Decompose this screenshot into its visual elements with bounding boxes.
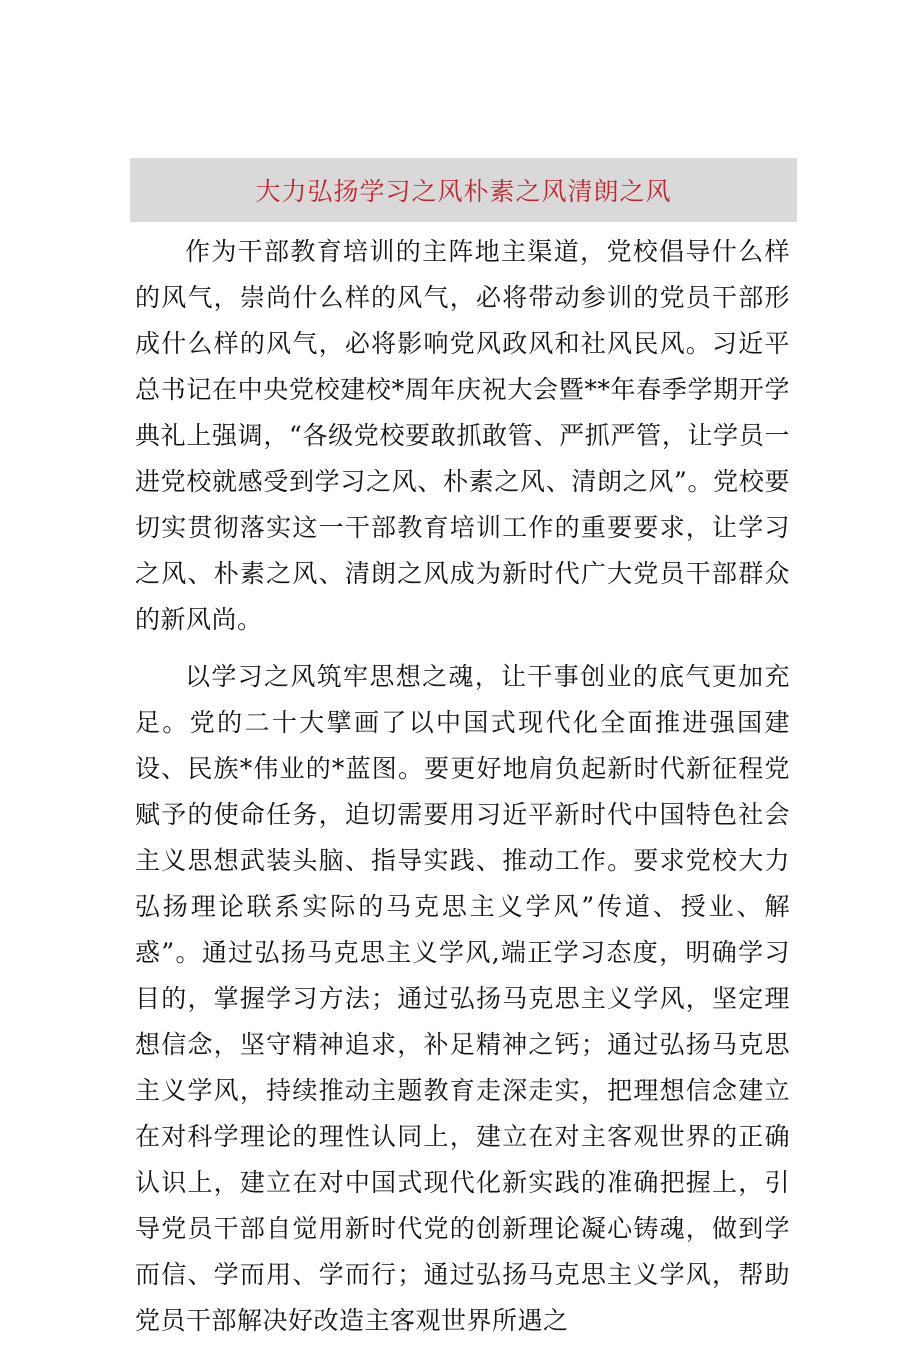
- paragraph-2: 以学习之风筑牢思想之魂，让干事创业的底气更加充足。党的二十大擘画了以中国式现代化全面推进强国建设、民族*伟业的*蓝图。要更好地肩负起新时代新征程党赋予的使命任务，迫切需要用习近平新时代中国特色社会主义思想武装头脑、指导实践、推动工作。要求党校大力弘扬理论联系实际的马克思主义学风”传道、授业、解惑”。通过弘扬马克思主义学风,端正学习态度，明确学习目的，掌握学习方法；通过弘扬马克思主义学风，坚定理想信念，坚守精神追求，补足精神之钙；通过弘扬马克思主义学风，持续推动主题教育走深走实，把理想信念建立在对科学理论的理性认同上，建立在对主客观世界的正确认识上，建立在对中国式现代化新实践的准确把握上，引导党员干部自觉用新时代党的创新理论凝心铸魂，做到学而信、学而用、学而行；通过弘扬马克思主义学风，帮助党员干部解决好改造主客观世界所遇之: [135, 662, 790, 1335]
- document-body: [135, 229, 790, 1355]
- paragraph-1: 作为干部教育培训的主阵地主渠道，党校倡导什么样的风气，崇尚什么样的风气，必将带动参训的党员干部形成什么样的风气，必将影响党风政风和社风民风。习近平总书记在中央党校建校*周年庆祝大会暨**年春季学期开学典礼上强调，“各级党校要敢抓敢管、严抓严管，让学员一进党校就感受到学习之风、朴素之风、清朗之风”。党校要切实贯彻落实这一干部教育培训工作的重要要求，让学习之风、朴素之风、清朗之风成为新时代广大党员干部群众的新风尚。: [135, 237, 790, 634]
- document-title: 大力弘扬学习之风朴素之风清朗之风: [255, 177, 672, 206]
- title-band: [130, 158, 797, 222]
